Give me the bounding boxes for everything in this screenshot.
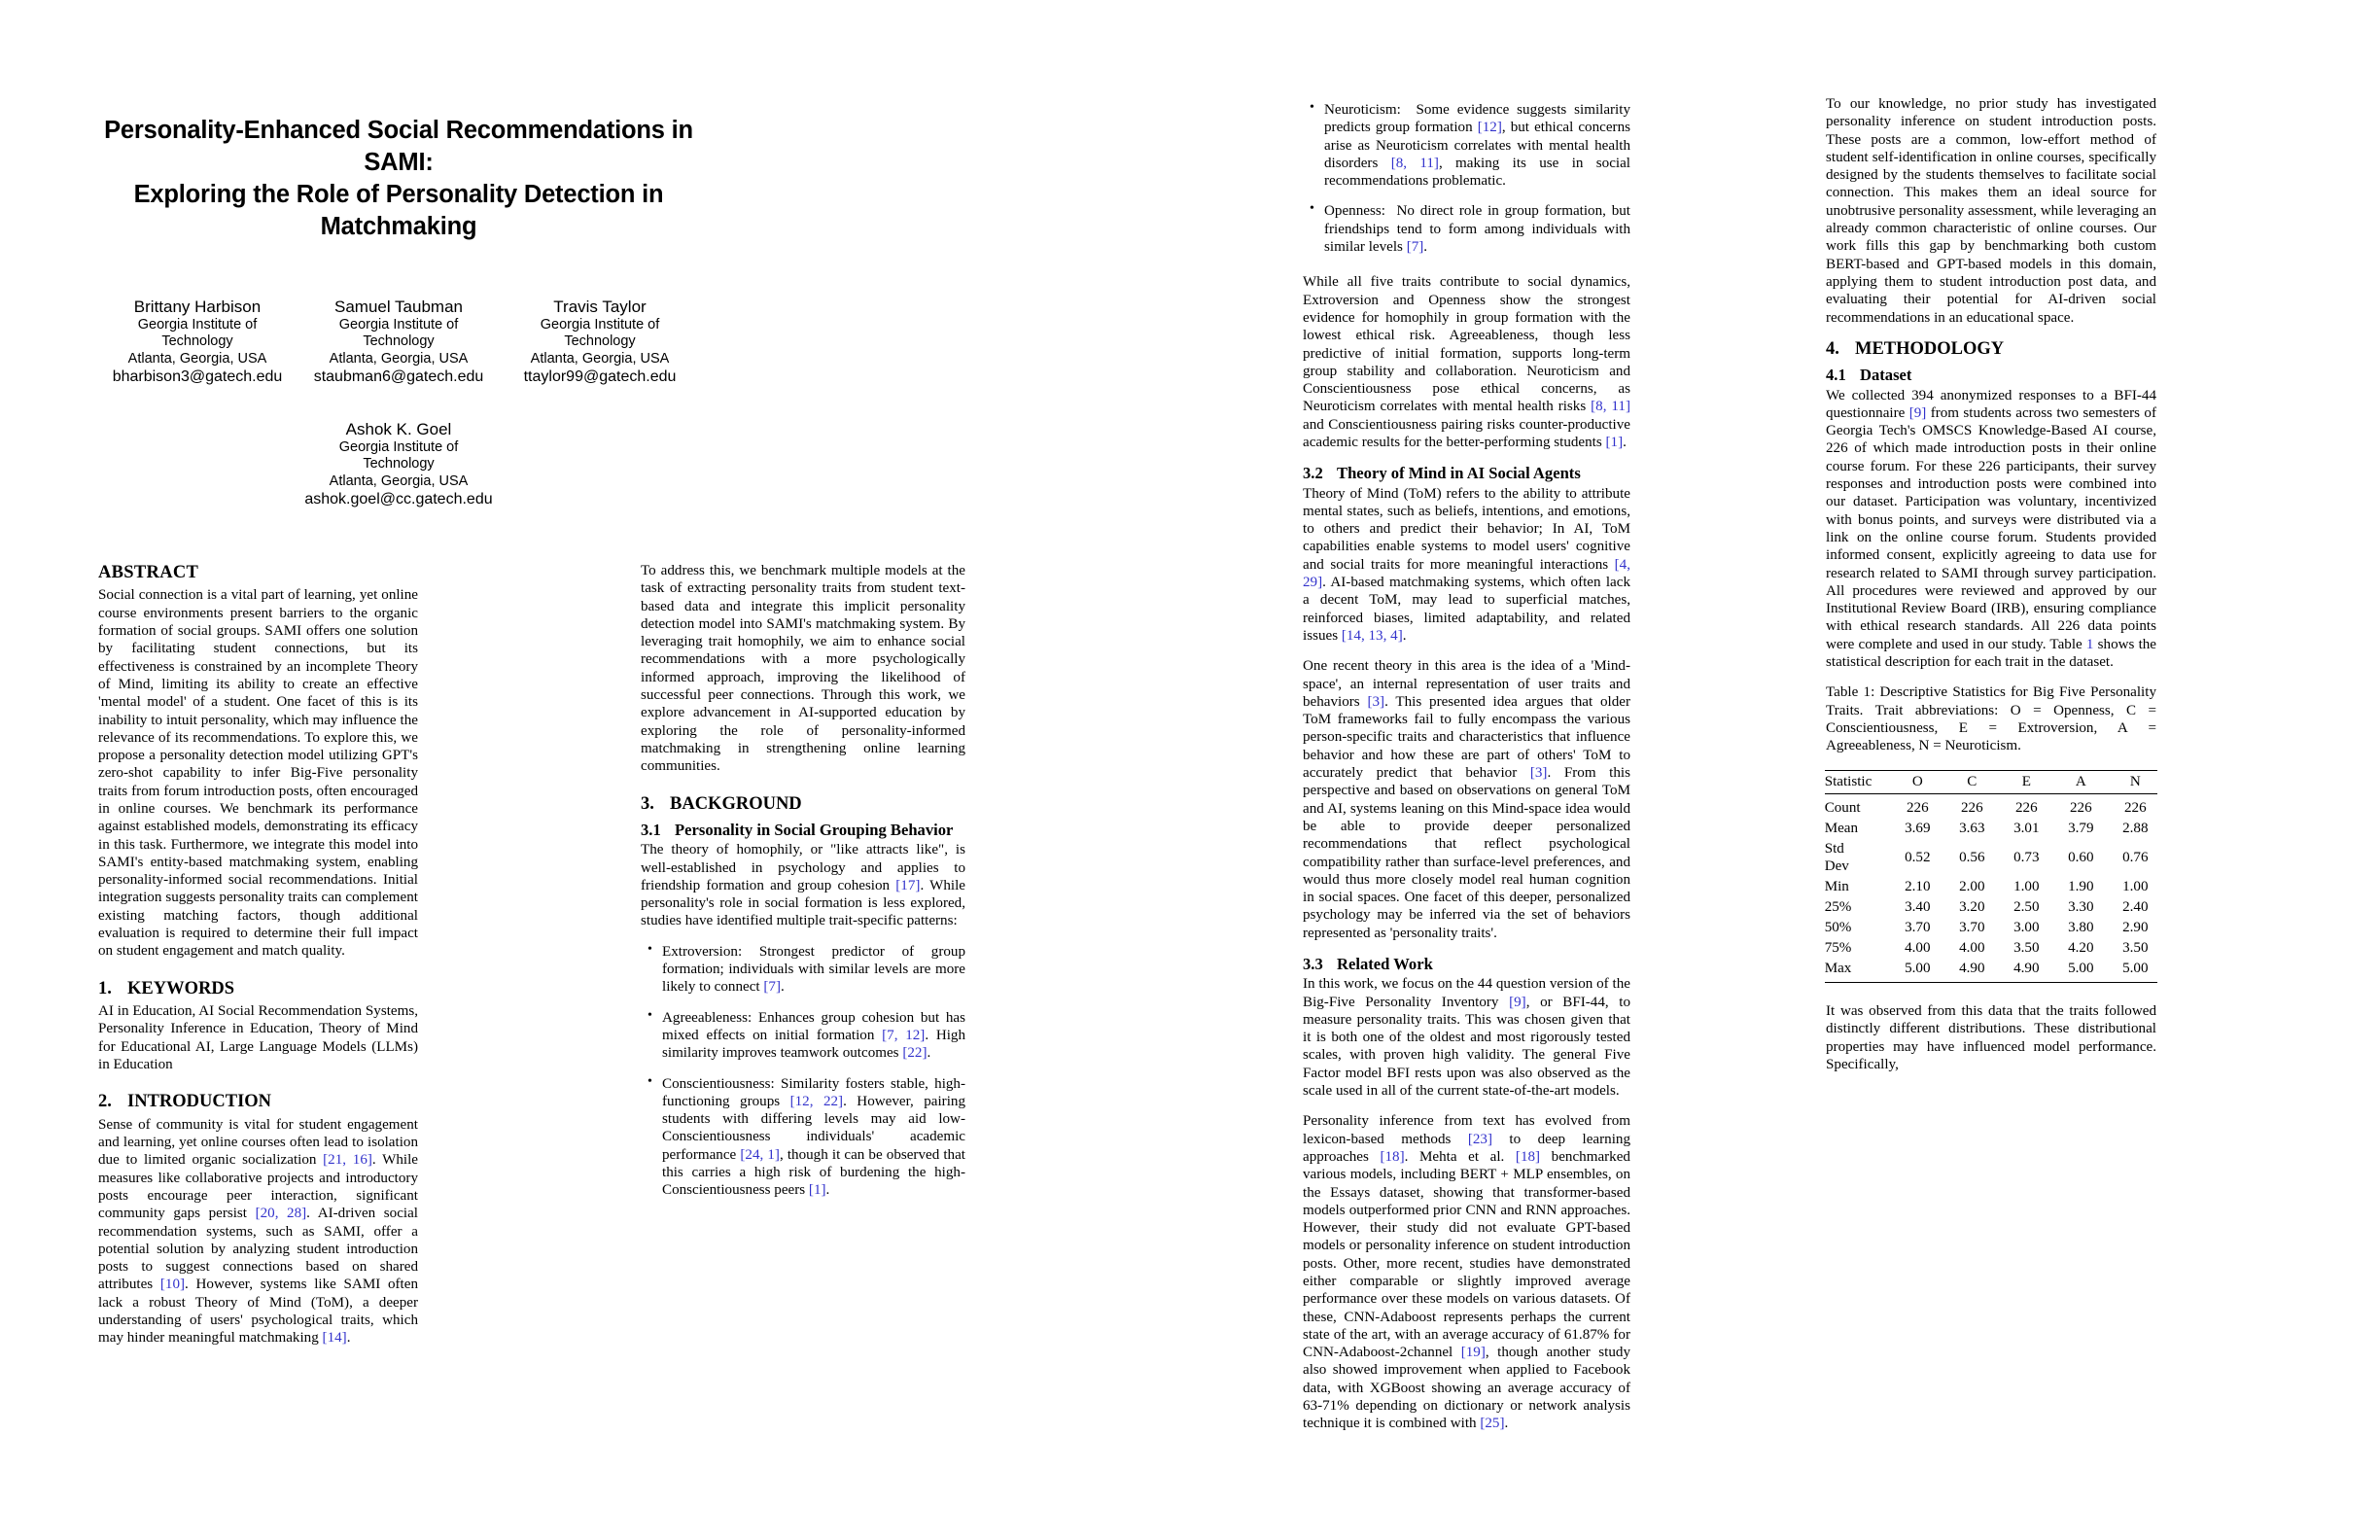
citation-link[interactable]: [25]	[1480, 1416, 1505, 1432]
column-2	[641, 562, 965, 1206]
trait-name: Openness	[1324, 203, 1382, 220]
text-run: Enhances group cohesion but has mixed effects on initial formation	[662, 1009, 966, 1043]
citation-link[interactable]: [9]	[1509, 994, 1526, 1010]
abstract-body: Social connection is a vital part of learning, yet online course environments present barriers to the organic formation of social groups. SAMI offers one solution by facilitating student connections, but its effectiveness is constrained by an incomplete Theory of Mind, limiting its ability to create an effective 'mental model' of a student. One facet of this is its inability to intuit personality, which may influence the relevance of its recommendations. To explore this, we propose a personality detection model utilizing GPT's zero-shot capability to infer Big-Five personality traits from forum introduction posts, often encouraged in online courses. We benchmark its performance against established models, demonstrating its efficacy in this task. Furthermore, we integrate this model into SAMI's entity-based matchmaking system, enabling personality-informed social recommendations. Initial integration suggests personality traits can complement existing matching factors, though additional evaluation is required to determine their full impact on student engagement and match quality.	[98, 587, 418, 960]
column-3	[1303, 95, 1630, 1446]
text-run: , though it can be observed that this carries a high risk of burdening the high-Conscientiousness peers	[662, 1146, 965, 1199]
citation-link[interactable]: [22]	[902, 1045, 928, 1062]
subsection-heading-personality-grouping	[641, 821, 965, 839]
table-1-wrapper	[1826, 770, 2156, 982]
text-run: . However, pairing students with differing levels may aid low-Conscientiousness individuals' academic performance	[662, 1093, 965, 1163]
cell-value: 226	[2070, 800, 2092, 817]
text-run: and Conscientiousness pairing risks counter-productive academic results for the better-performing students	[1303, 416, 1630, 451]
citation-link[interactable]: [24, 1]	[740, 1146, 780, 1163]
cell-value: 2.90	[2122, 919, 2149, 935]
traits-summary-paragraph	[1303, 273, 1630, 451]
citation-link[interactable]: [9]	[1908, 404, 1927, 421]
row-label: 75%	[1824, 939, 1852, 956]
table-row	[1825, 897, 2158, 918]
text-run: . This presented idea argues that older ToM frameworks fail to fully encompass the various person-specific traits and characteristics that influence behavior and how these are part of others' ToM to accurately predict that behavior	[1303, 693, 1630, 782]
section-number: 3.	[641, 793, 654, 814]
list-item: • Extroversion: Strongest predictor of group formation; individuals with similar levels are more likely to connect [7].	[662, 943, 965, 997]
text-run: . AI-based matchmaking systems, which often lack a decent ToM, may lead to superficial matches, reinforced biases, limited adaptability, and related issues	[1303, 575, 1630, 644]
cell-value: 3.70	[1905, 919, 1931, 935]
cell-value: 0.73	[2013, 850, 2040, 865]
citation-link[interactable]: [1]	[1605, 435, 1624, 451]
subsection-number: 3.1	[641, 821, 661, 840]
cell-value: 2.40	[2122, 898, 2149, 915]
subsection-number: 4.1	[1826, 366, 1846, 385]
keywords-body: AI in Education, AI Social Recommendation Systems, Personality Inference in Education, Theory of Mind for Educational AI, Large Language Models (LLMs) in Education	[98, 1003, 418, 1073]
author-affiliation-line1: Georgia Institute of	[137, 317, 258, 333]
citation-link[interactable]: [7]	[763, 979, 781, 996]
text-run: Personality inference from text has evolved from lexicon-based methods	[1303, 1113, 1630, 1147]
text-run: We collected 394 anonymized responses to a BFI-44 questionnaire	[1826, 387, 2156, 421]
citation-link[interactable]: [12, 22]	[789, 1093, 844, 1109]
section-heading-keywords	[98, 979, 418, 999]
cell-value: 5.00	[1905, 960, 1931, 976]
author-name: Brittany Harbison	[133, 298, 262, 316]
title-line-2: Exploring the Role of Personality Detection in	[133, 181, 664, 209]
column-header-e: E	[2021, 773, 2031, 789]
table-row	[1825, 918, 2158, 938]
cell-value: 1.90	[2068, 879, 2094, 895]
author-affiliation-line2: Technology	[363, 456, 435, 472]
citation-link[interactable]: [23]	[1467, 1131, 1492, 1147]
table-row	[1825, 937, 2158, 958]
tom-paragraph-1	[1303, 485, 1630, 646]
tom-paragraph-2	[1303, 657, 1630, 942]
authors-row-2	[97, 420, 700, 508]
author-email[interactable]: bharbison3@gatech.edu	[112, 368, 283, 385]
citation-link[interactable]: [12]	[1477, 120, 1502, 136]
cell-value: 3.30	[2068, 898, 2094, 915]
subsection-title: Personality in Social Grouping Behavior	[675, 821, 954, 840]
subsection-number: 3.2	[1303, 464, 1323, 483]
column-header-c: C	[1967, 773, 1978, 789]
citation-link[interactable]: [14, 13, 4]	[1341, 627, 1403, 644]
intro-paragraph-2: To address this, we benchmark multiple models at the task of extracting personality traits from student text-based data and integrate this implicit personality detection model into SAMI's matchmaking system. By leveraging trait homophily, we aim to enhance social recommendations with a more psychologically informed approach, improving the likelihood of successful peer connections. Through this work, we explore advancement in AI-supported education by exploring the role of personality-informed matchmaking in strengthening online learning communities.	[641, 563, 965, 775]
table-row	[1825, 877, 2158, 897]
text-run: While all five traits contribute to social dynamics, Extroversion and Openness show the strongest evidence for homophily in group formation with the lowest ethical risk. Agreeableness, though less predictive of initial formation, supports long-term group stability and collaboration. Neuroticism and Conscientiousness pose ethical concerns, as Neuroticism correlates with mental health risks	[1303, 274, 1630, 415]
list-item: • Openness: No direct role in group formation, but friendships tend to form among individuals with similar levels [7].	[1324, 202, 1630, 256]
dataset-paragraph-1	[1826, 387, 2156, 672]
author-email[interactable]: ttaylor99@gatech.edu	[523, 368, 677, 385]
author-name: Samuel Taubman	[334, 298, 463, 316]
author-location: Atlanta, Georgia, USA	[329, 472, 469, 489]
author-block	[298, 298, 499, 386]
related-work-paragraph-2	[1303, 1112, 1630, 1432]
author-location: Atlanta, Georgia, USA	[530, 350, 670, 367]
subsection-number: 3.3	[1303, 955, 1323, 973]
author-affiliation-line1: Georgia Institute of	[338, 439, 459, 456]
trait-name: Extroversion	[662, 943, 738, 960]
citation-link[interactable]: [10]	[159, 1277, 186, 1293]
text-run: , or BFI-44, to measure personality traits. This was chosen given that it is both one of the oldest and most rigorously tested scales, with proven high validity. The general Five Factor model BFI rests upon was also observed as the scale used in all of the current state-of-the-art models.	[1303, 994, 1630, 1100]
text-run: , making its use in social recommendations problematic.	[1324, 155, 1631, 190]
cell-value: 2.10	[1905, 879, 1931, 895]
list-item: • Neuroticism: Some evidence suggests similarity predicts group formation [12], but ethical concerns arise as Neuroticism correlates with mental health disorders [8, 11], making its use in social recommendations problematic.	[1324, 101, 1630, 190]
column-header-statistic: Statistic	[1824, 773, 1872, 789]
row-label: Max	[1824, 960, 1852, 976]
text-run: . Mehta et al.	[1404, 1148, 1516, 1165]
cell-value: 3.63	[1959, 820, 1985, 836]
cell-value: 2.50	[2013, 898, 2040, 915]
cell-value: 4.20	[2068, 939, 2094, 956]
title-line-3: Matchmaking	[320, 213, 477, 241]
text-run: .	[1504, 1416, 1509, 1432]
row-label: 25%	[1824, 898, 1852, 915]
citation-link[interactable]: [8, 11]	[1390, 155, 1439, 171]
text-run: . AI-driven social recommendation systems, such as SAMI, offer a potential solution by analyzing student introduction posts to suggest connections based on shared attributes	[98, 1206, 418, 1293]
cell-value: 3.69	[1905, 820, 1931, 836]
text-run: Theory of Mind (ToM) refers to the ability to attribute mental states, such as beliefs, intentions, and emotions, to others and predict their behavior; In AI, ToM capabilities enable systems to model users' cognitive and social traits for more meaningful interactions	[1303, 485, 1630, 573]
cell-value: 2.00	[1959, 879, 1985, 895]
text-run: , though another study also showed improvement when applied to Facebook data, with XGBoost showing an average accuracy of 63-71% depending on dictionary or network analysis technique it is combined with	[1303, 1345, 1630, 1432]
citation-link[interactable]: [8, 11]	[1591, 399, 1630, 415]
authors-row-1	[97, 298, 700, 386]
author-block	[97, 298, 298, 386]
author-affiliation-line2: Technology	[564, 333, 636, 350]
section-title: INTRODUCTION	[127, 1092, 272, 1112]
cell-value: 4.00	[1959, 939, 1985, 956]
author-block	[500, 298, 700, 386]
cell-value: 4.90	[2013, 960, 2040, 976]
table-1-box	[1825, 770, 2158, 982]
text-run: .	[1623, 435, 1627, 451]
abstract-heading: ABSTRACT	[98, 563, 199, 582]
citation-link[interactable]: [18]	[1515, 1148, 1541, 1165]
trait-list-part-2	[1303, 101, 1630, 256]
trait-list-part-1	[641, 943, 965, 1200]
section-title: KEYWORDS	[127, 978, 234, 998]
text-run: from students across two semesters of Georgia Tech's OMSCS Knowledge-Based AI course, 226 of which made introduction posts in their online course forum. For these 226 participants, their survey responses and introduction posts were combined into our dataset. Participation was voluntary, incentivized with bonus points, and surveys were distributed via a link on the online course forum. Students provided informed consent, explicitly agreeing to data use for research related to SAMI through survey participation. All procedures were reviewed and approved by our Institutional Review Board (IRB), ensuring compliance with ethical research standards. All 226 data points were complete and used in our study. Table	[1826, 404, 2156, 652]
cell-value: 0.56	[1959, 850, 1985, 865]
citation-link[interactable]: [21, 16]	[323, 1152, 372, 1169]
table-row	[1825, 839, 2158, 877]
citation-link[interactable]: [20, 28]	[255, 1206, 307, 1222]
text-run: .	[1423, 239, 1428, 256]
author-name: Travis Taylor	[553, 298, 647, 316]
cell-value: 226	[1961, 800, 1983, 817]
cell-value: 3.80	[2068, 919, 2094, 935]
text-run: No direct role in group formation, but friendships tend to form among individuals with similar levels	[1324, 203, 1630, 256]
table-row	[1825, 794, 2158, 819]
cell-value: 5.00	[2068, 960, 2094, 976]
column-header-o: O	[1911, 773, 1923, 789]
text-run: shows the statistical description for each trait in the dataset.	[1826, 636, 2157, 670]
author-location: Atlanta, Georgia, USA	[329, 350, 469, 367]
subsection-heading-dataset	[1826, 366, 2156, 384]
author-affiliation-line1: Georgia Institute of	[540, 317, 660, 333]
text-run: Similarity fosters stable, high-functioning groups	[662, 1075, 966, 1109]
cell-value: 0.76	[2122, 850, 2149, 865]
citation-link[interactable]: [3]	[1367, 693, 1385, 710]
author-email[interactable]: ashok.goel@cc.gatech.edu	[304, 490, 493, 508]
row-label: 50%	[1824, 919, 1852, 935]
related-work-paragraph-1	[1303, 975, 1630, 1100]
descriptive-statistics-table	[1825, 771, 2158, 982]
list-item: • Conscientiousness: Similarity fosters stable, high-functioning groups [12, 22]. However, pairing students with differing levels may aid low-Conscientiousness individuals' academic performance [24, 1], though it can be observed that this carries a high risk of burdening the high-Conscientiousness peers [1].	[662, 1075, 965, 1200]
citation-link[interactable]: [4, 29]	[1303, 556, 1630, 591]
citation-link[interactable]: [7, 12]	[882, 1027, 926, 1043]
text-run: , but ethical concerns arise as Neuroticism correlates with mental health disorders	[1324, 120, 1630, 171]
column-header-n: N	[2129, 773, 2141, 789]
cell-value: 226	[2015, 800, 2038, 817]
cell-value: 3.40	[1905, 898, 1931, 915]
subsection-heading-related-work	[1303, 955, 1630, 973]
section-number: 2.	[98, 1092, 112, 1112]
title-line-1: Personality-Enhanced Social Recommendations in SAMI:	[104, 117, 693, 177]
intro-paragraph-1	[98, 1116, 418, 1348]
cell-value: 5.00	[2122, 960, 2149, 976]
trait-name: Neuroticism	[1324, 102, 1397, 118]
section-heading-background	[641, 794, 965, 815]
cell-value: 226	[1907, 800, 1929, 817]
row-label: Std Dev	[1824, 840, 1849, 875]
author-affiliation-line2: Technology	[161, 333, 233, 350]
citation-link[interactable]: [19]	[1460, 1345, 1486, 1361]
cell-value: 1.00	[2122, 879, 2149, 895]
list-item: • Agreeableness: Enhances group cohesion but has mixed effects on initial formation [7, 12]. High similarity improves teamwork outcomes [22].	[662, 1009, 965, 1063]
citation-link[interactable]: [17]	[895, 877, 921, 893]
row-label: Count	[1824, 800, 1861, 817]
citation-link[interactable]: [14]	[322, 1330, 347, 1347]
table-header-row	[1825, 771, 2158, 793]
subsection-title: Related Work	[1337, 955, 1433, 973]
personality-grouping-intro	[641, 841, 965, 929]
author-email[interactable]: staubman6@gatech.edu	[313, 368, 484, 385]
row-label: Mean	[1824, 820, 1859, 836]
text-run: . From this perspective and based on observations on general ToM and AI, systems leaning on this Mind-space idea would be able to provide deeper personalized recommendations that reflect psychological compatibility rather than surface-level preferences, and would thus more closely model real human cognition in social spaces. One facet of this deeper, personalized psychology may be inferred via the set of behaviors represented as 'personality traits'.	[1303, 765, 1630, 941]
section-number: 4.	[1826, 338, 1839, 359]
title-block	[97, 115, 700, 244]
section-heading-methodology	[1826, 339, 2156, 360]
section-number: 1.	[98, 978, 112, 998]
citation-link[interactable]: [3]	[1529, 765, 1548, 782]
cell-value: 3.01	[2013, 820, 2040, 836]
column-1	[98, 562, 418, 1360]
section-title: BACKGROUND	[670, 793, 802, 814]
row-label: Min	[1824, 879, 1849, 895]
cell-value: 3.70	[1959, 919, 1985, 935]
subsection-heading-theory-of-mind	[1303, 464, 1630, 482]
cell-value: 0.60	[2068, 850, 2094, 865]
table-row	[1825, 958, 2158, 982]
cell-value: 4.00	[1905, 939, 1931, 956]
text-run: In this work, we focus on the 44 question version of the Big-Five Personality Inventory	[1303, 976, 1630, 1010]
text-run: One recent theory in this area is the idea of a 'Mind-space', an internal representation of user traits and behaviors	[1303, 658, 1630, 710]
text-run: Some evidence suggests similarity predicts group formation	[1324, 102, 1630, 136]
text-run: . While personality's role in social formation is less explored, studies have identified multiple trait-specific patterns:	[641, 877, 965, 929]
trait-name: Conscientiousness	[662, 1075, 771, 1092]
section-heading-introduction	[98, 1092, 418, 1112]
text-run: . However, systems like SAMI often lack a robust Theory of Mind (ToM), a deeper understanding of users' psychological traits, which may hinder meaningful matchmaking	[98, 1277, 418, 1347]
cell-value: 1.00	[2013, 879, 2040, 895]
subsection-title: Dataset	[1860, 366, 1912, 385]
trait-name: Agreeableness	[662, 1009, 749, 1026]
text-run: .	[825, 1182, 830, 1199]
text-run: Sense of community is vital for student engagement and learning, yet online courses often lead to isolation due to limited organic socialization	[98, 1116, 418, 1169]
column-4	[1826, 95, 2156, 1086]
text-run: benchmarked various models, including BERT + MLP ensembles, on the Essays dataset, showing that transformer-based models outperformed prior CNN and RNN approaches. However, their study did not evaluate GPT-based models or personality inference on student introduction posts. Other, more recent, studies have demonstrated either comparable or slightly improved average performance over these models on various datasets. Of these, CNN-Adaboost represents perhaps the current state of the art, with an average accuracy of 61.87% for CNN-Adaboost-2channel	[1303, 1148, 1630, 1361]
author-location: Atlanta, Georgia, USA	[127, 350, 267, 367]
cell-value: 3.50	[2013, 939, 2040, 956]
table-row	[1825, 819, 2158, 839]
author-affiliation-line2: Technology	[363, 333, 435, 350]
table-caption: Table 1: Descriptive Statistics for Big Five Personality Traits. Trait abbreviations: O = Openness, C = Conscientiousness, E = Extroversion, A = Agreeableness, N = Neuroticism.	[1826, 684, 2156, 754]
author-affiliation-line1: Georgia Institute of	[338, 317, 459, 333]
text-run: The theory of homophily, or "like attracts like", is well-established in psychology and applies to friendship formation and group cohesion	[641, 842, 965, 893]
cell-value: 3.00	[2013, 919, 2040, 935]
citation-link[interactable]: [1]	[808, 1182, 826, 1199]
text-run: .	[927, 1045, 931, 1062]
text-run: to deep learning approaches	[1303, 1131, 1630, 1165]
text-run: . While measures like collaborative projects and introductory posts encourage peer interaction, significant community gaps persist	[98, 1152, 418, 1222]
author-name: Ashok K. Goel	[345, 420, 452, 438]
table-header	[1825, 771, 2158, 793]
section-title: METHODOLOGY	[1855, 338, 2005, 359]
cell-value: 3.50	[2122, 939, 2149, 956]
text-run: Strongest predictor of group formation; individuals with similar levels are more likely to connect	[662, 943, 966, 996]
cell-value: 4.90	[1959, 960, 1985, 976]
citation-link[interactable]: [18]	[1380, 1148, 1405, 1165]
subsection-title: Theory of Mind in AI Social Agents	[1337, 464, 1581, 483]
text-run: .	[780, 979, 785, 996]
cell-value: 226	[2124, 800, 2147, 817]
column-header-a: A	[2075, 773, 2086, 789]
cell-value: 3.20	[1959, 898, 1985, 915]
text-run: . High similarity improves teamwork outcomes	[662, 1027, 966, 1062]
citation-link[interactable]: 1	[2085, 636, 2094, 652]
dataset-paragraph-2: It was observed from this data that the traits followed distinctly different distributions. These distributional properties may have influenced model performance. Specifically,	[1826, 1002, 2156, 1072]
table-body	[1825, 794, 2158, 983]
text-run: .	[346, 1330, 351, 1347]
cell-value: 0.52	[1905, 850, 1931, 865]
page-title	[97, 115, 700, 244]
cell-value: 2.88	[2122, 820, 2149, 836]
author-block	[282, 420, 515, 508]
text-run: .	[1402, 627, 1407, 644]
related-work-paragraph-3: To our knowledge, no prior study has investigated personality inference on student introduction posts. These posts are a common, low-effort method of student self-identification in online courses, specifically designed by the students themselves to facilitate social connection. This makes them an ideal source for unobtrusive personality assessment, while leveraging an already common characteristic of online courses. Our work fills this gap by benchmarking both custom BERT-based and GPT-based models in this domain, applying them to student introduction post data, and evaluating their potential for AI-driven social recommendations in an educational space.	[1826, 96, 2156, 326]
cell-value: 3.79	[2068, 820, 2094, 836]
citation-link[interactable]: [7]	[1406, 239, 1424, 256]
